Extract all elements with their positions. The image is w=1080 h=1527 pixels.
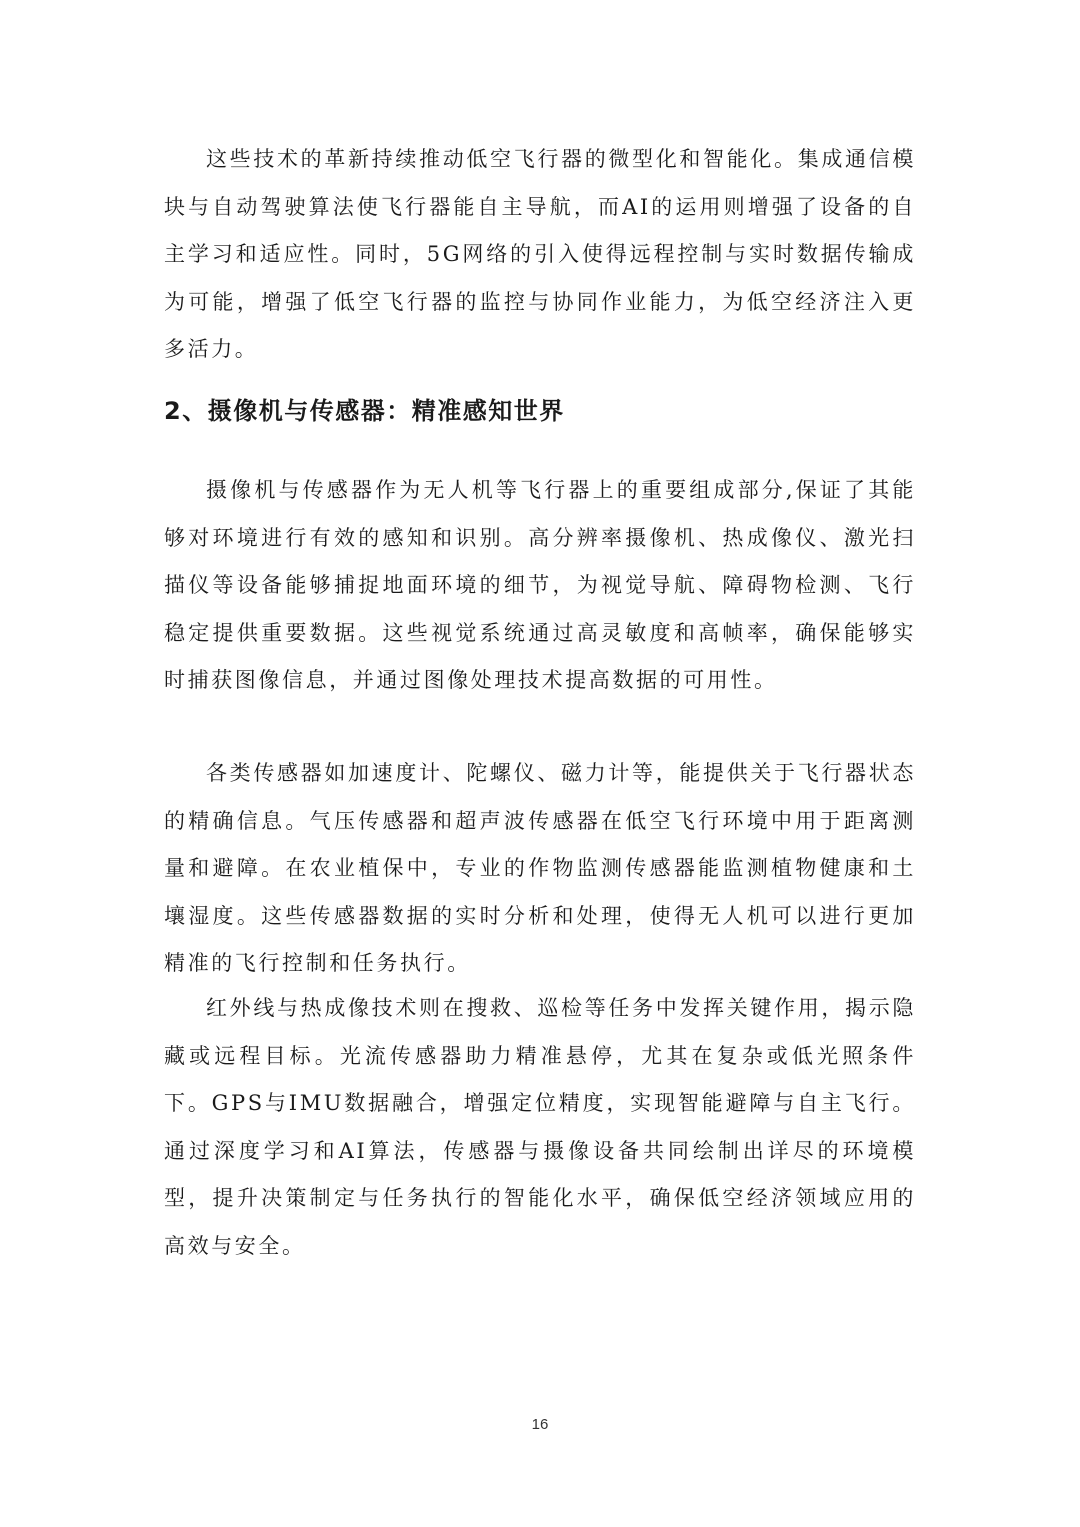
- body-paragraph-sensors: 各类传感器如加速度计、陀螺仪、磁力计等，能提供关于飞行器状态的精确信息。气压传感器和超声波传感器在低空飞行环境中用于距离测量和避障。在农业植保中，专业的作物监测传感器能监测植物健康和土壤湿度。这些传感器数据的实时分析和处理，使得无人机可以进行更加精准的飞行控制和任务执行。: [164, 761, 916, 975]
- page-number: 16: [531, 1416, 549, 1433]
- body-paragraph-infrared: 红外线与热成像技术则在搜救、巡检等任务中发挥关键作用，揭示隐藏或远程目标。光流传感器助力精准悬停，尤其在复杂或低光照条件下。GPS与IMU数据融合，增强定位精度，实现智能避障与自主飞行。通过深度学习和AI算法，传感器与摄像设备共同绘制出详尽的环境模型，提升决策制定与任务执行的智能化水平，确保低空经济领域应用的高效与安全。: [164, 996, 916, 1258]
- section-heading: 2、摄像机与传感器：精准感知世界: [164, 397, 565, 425]
- body-paragraph-cameras: 摄像机与传感器作为无人机等飞行器上的重要组成部分,保证了其能够对环境进行有效的感知和识别。高分辨率摄像机、热成像仪、激光扫描仪等设备能够捕捉地面环境的细节，为视觉导航、障碍物检测、飞行稳定提供重要数据。这些视觉系统通过高灵敏度和高帧率，确保能够实时捕获图像信息，并通过图像处理技术提高数据的可用性。: [164, 478, 916, 692]
- intro-paragraph: 这些技术的革新持续推动低空飞行器的微型化和智能化。集成通信模块与自动驾驶算法使飞行器能自主导航，而AI的运用则增强了设备的自主学习和适应性。同时，5G网络的引入使得远程控制与实时数据传输成为可能，增强了低空飞行器的监控与协同作业能力，为低空经济注入更多活力。: [164, 147, 916, 361]
